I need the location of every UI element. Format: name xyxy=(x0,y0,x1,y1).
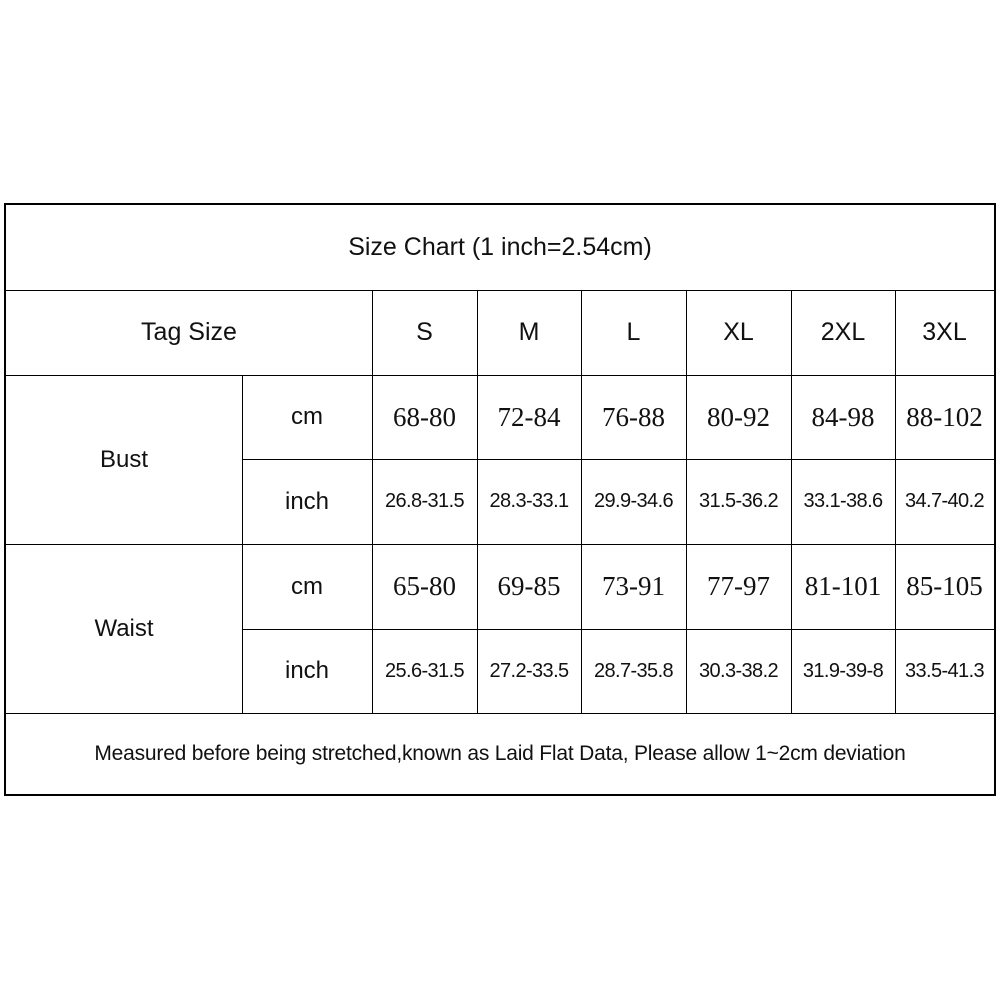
size-chart-table xyxy=(4,203,996,796)
bust-inch-cell: 34.7-40.2 xyxy=(904,490,985,512)
waist-inch-cell: 33.5-41.3 xyxy=(904,659,985,682)
waist-cm-cell: 73-91 xyxy=(602,571,665,601)
bust-cm-cell: 80-92 xyxy=(707,401,770,432)
waist-cm-cell: 65-80 xyxy=(393,571,456,601)
size-header-3xl: 3XL xyxy=(922,318,967,346)
bust-cm-unit: cm xyxy=(291,403,323,430)
size-header-s: S xyxy=(416,318,433,346)
waist-label: Waist xyxy=(94,614,154,642)
waist-cm-unit: cm xyxy=(291,572,323,600)
size-header-l: L xyxy=(626,318,641,346)
waist-cm-cell: 77-97 xyxy=(707,571,770,601)
waist-cm-cell: 69-85 xyxy=(497,571,561,601)
bust-inch-cell: 29.9-34.6 xyxy=(593,490,674,512)
chart-title: Size Chart (1 inch=2.54cm) xyxy=(348,233,652,261)
waist-inch-cell: 27.2-33.5 xyxy=(489,659,569,682)
waist-inch-cell: 28.7-35.8 xyxy=(593,659,674,682)
bust-label: Bust xyxy=(99,445,149,473)
bust-inch-unit: inch xyxy=(284,487,330,515)
bust-inch-cell: 31.5-36.2 xyxy=(698,490,779,512)
waist-inch-cell: 30.3-38.2 xyxy=(698,659,779,682)
bust-cm-cell: 72-84 xyxy=(497,401,561,432)
size-header-2xl: 2XL xyxy=(820,318,866,346)
bust-cm-cell: 88-102 xyxy=(906,401,983,432)
size-header-xl: XL xyxy=(723,318,754,346)
waist-cm-cell: 85-105 xyxy=(906,571,983,601)
bust-cm-cell: 76-88 xyxy=(602,401,665,432)
bust-inch-cell: 33.1-38.6 xyxy=(803,490,883,512)
tag-size-label: Tag Size xyxy=(141,318,237,346)
bust-inch-cell: 26.8-31.5 xyxy=(384,490,465,512)
bust-inch-cell: 28.3-33.1 xyxy=(489,490,569,512)
bust-cm-cell: 84-98 xyxy=(811,401,875,432)
measurement-note: Measured before being stretched,known as Laid Flat Data, Please allow 1~2cm deviation xyxy=(94,741,906,765)
waist-cm-cell: 81-101 xyxy=(804,571,882,601)
waist-inch-cell: 31.9-39-8 xyxy=(802,659,884,682)
waist-inch-cell: 25.6-31.5 xyxy=(384,659,465,682)
bust-cm-cell: 68-80 xyxy=(393,401,456,432)
size-header-m: M xyxy=(518,318,540,346)
waist-inch-unit: inch xyxy=(284,657,330,684)
